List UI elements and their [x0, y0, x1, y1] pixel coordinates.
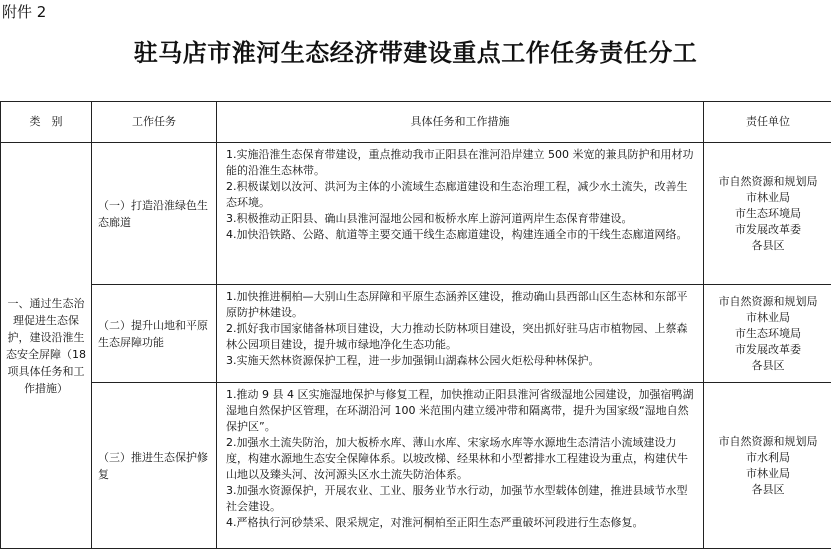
attachment-label: 附件 2 — [2, 2, 46, 22]
units-cell — [704, 383, 831, 549]
unit-name: 市林业局 — [704, 190, 831, 206]
measure-item: 3.积极推动正阳县、确山县淮河湿地公园和板桥水库上游河道两岸生态保育带建设。 — [226, 211, 697, 227]
unit-name: 市生态环境局 — [704, 326, 831, 342]
measures-cell — [217, 383, 704, 549]
unit-name: 市林业局 — [704, 310, 831, 326]
header-measures: 具体任务和工作措施 — [217, 102, 704, 143]
unit-name: 各县区 — [704, 358, 831, 374]
measure-item: 3.实施天然林资源保护工程，进一步加强铜山湖森林公园火炬松母种林保护。 — [226, 353, 697, 369]
measure-item: 2.抓好我市国家储备林项目建设，大力推动长防林项目建设，突出抓好驻马店市植物园、上蔡森林公园项目建设，提升城市绿地净化生态功能。 — [226, 321, 697, 353]
table-row — [1, 383, 831, 549]
unit-name: 各县区 — [704, 482, 831, 498]
units-cell — [704, 143, 831, 285]
unit-name: 市自然资源和规划局 — [704, 294, 831, 310]
unit-name: 市发展改革委 — [704, 342, 831, 358]
unit-name: 市水利局 — [704, 450, 831, 466]
document-title: 驻马店市淮河生态经济带建设重点工作任务责任分工 — [0, 36, 831, 70]
measure-item: 2.积极谋划以汝河、洪河为主体的小流域生态廊道建设和生态治理工程，减少水土流失，改善生态环境。 — [226, 179, 697, 211]
measure-item: 4.加快沿铁路、公路、航道等主要交通干线生态廊道建设，构建连通全市的干线生态廊道网络。 — [226, 227, 697, 243]
responsibility-table — [0, 101, 831, 549]
unit-name: 市自然资源和规划局 — [704, 174, 831, 190]
measure-item: 1.实施沿淮生态保育带建设，重点推动我市正阳县在淮河沿岸建立 500 米宽的兼具防护和用材功能的沿淮生态林带。 — [226, 147, 697, 179]
header-task: 工作任务 — [92, 102, 217, 143]
table-row — [1, 143, 831, 285]
unit-name: 市自然资源和规划局 — [704, 434, 831, 450]
task-cell: （三）推进生态保护修复 — [92, 383, 217, 549]
table-header-row — [1, 102, 831, 143]
measure-item: 1.推动 9 县 4 区实施湿地保护与修复工程，加快推动正阳县淮河省级湿地公园建设，加强宿鸭湖湿地自然保护区管理，在环湖沿河 100 米范围内建立缓冲带和隔离带，提升为国家级“湿地自然保护区”。 — [226, 387, 697, 435]
measure-item: 4.严格执行河砂禁采、限采规定，对淮河桐柏至正阳生态严重破坏河段进行生态修复。 — [226, 515, 697, 531]
measures-cell — [217, 285, 704, 383]
unit-name: 市林业局 — [704, 466, 831, 482]
unit-name: 市生态环境局 — [704, 206, 831, 222]
task-cell: （一）打造沿淮绿色生态廊道 — [92, 143, 217, 285]
header-units: 责任单位 — [704, 102, 831, 143]
header-category: 类 别 — [1, 102, 92, 143]
table-row — [1, 285, 831, 383]
unit-name: 市发展改革委 — [704, 222, 831, 238]
units-cell — [704, 285, 831, 383]
category-cell: 一、通过生态治理促进生态保护，建设沿淮生态安全屏障（18 项具体任务和工作措施） — [1, 143, 92, 549]
measure-item: 1.加快推进桐柏—大别山生态屏障和平原生态涵养区建设，推动确山县西部山区生态林和东部平原防护林建设。 — [226, 289, 697, 321]
measure-item: 2.加强水土流失防治，加大板桥水库、薄山水库、宋家场水库等水源地生态清洁小流域建设力度，构建水源地生态安全保障体系。以坡改梯、经果林和小型蓄排水工程建设为重点，构建伏牛山地以及臻头河、汝河源头区水土流失防治体系。 — [226, 435, 697, 483]
task-cell: （二）提升山地和平原生态屏障功能 — [92, 285, 217, 383]
measures-cell — [217, 143, 704, 285]
measure-item: 3.加强水资源保护，开展农业、工业、服务业节水行动，加强节水型载体创建，推进县域节水型社会建设。 — [226, 483, 697, 515]
unit-name: 各县区 — [704, 238, 831, 254]
